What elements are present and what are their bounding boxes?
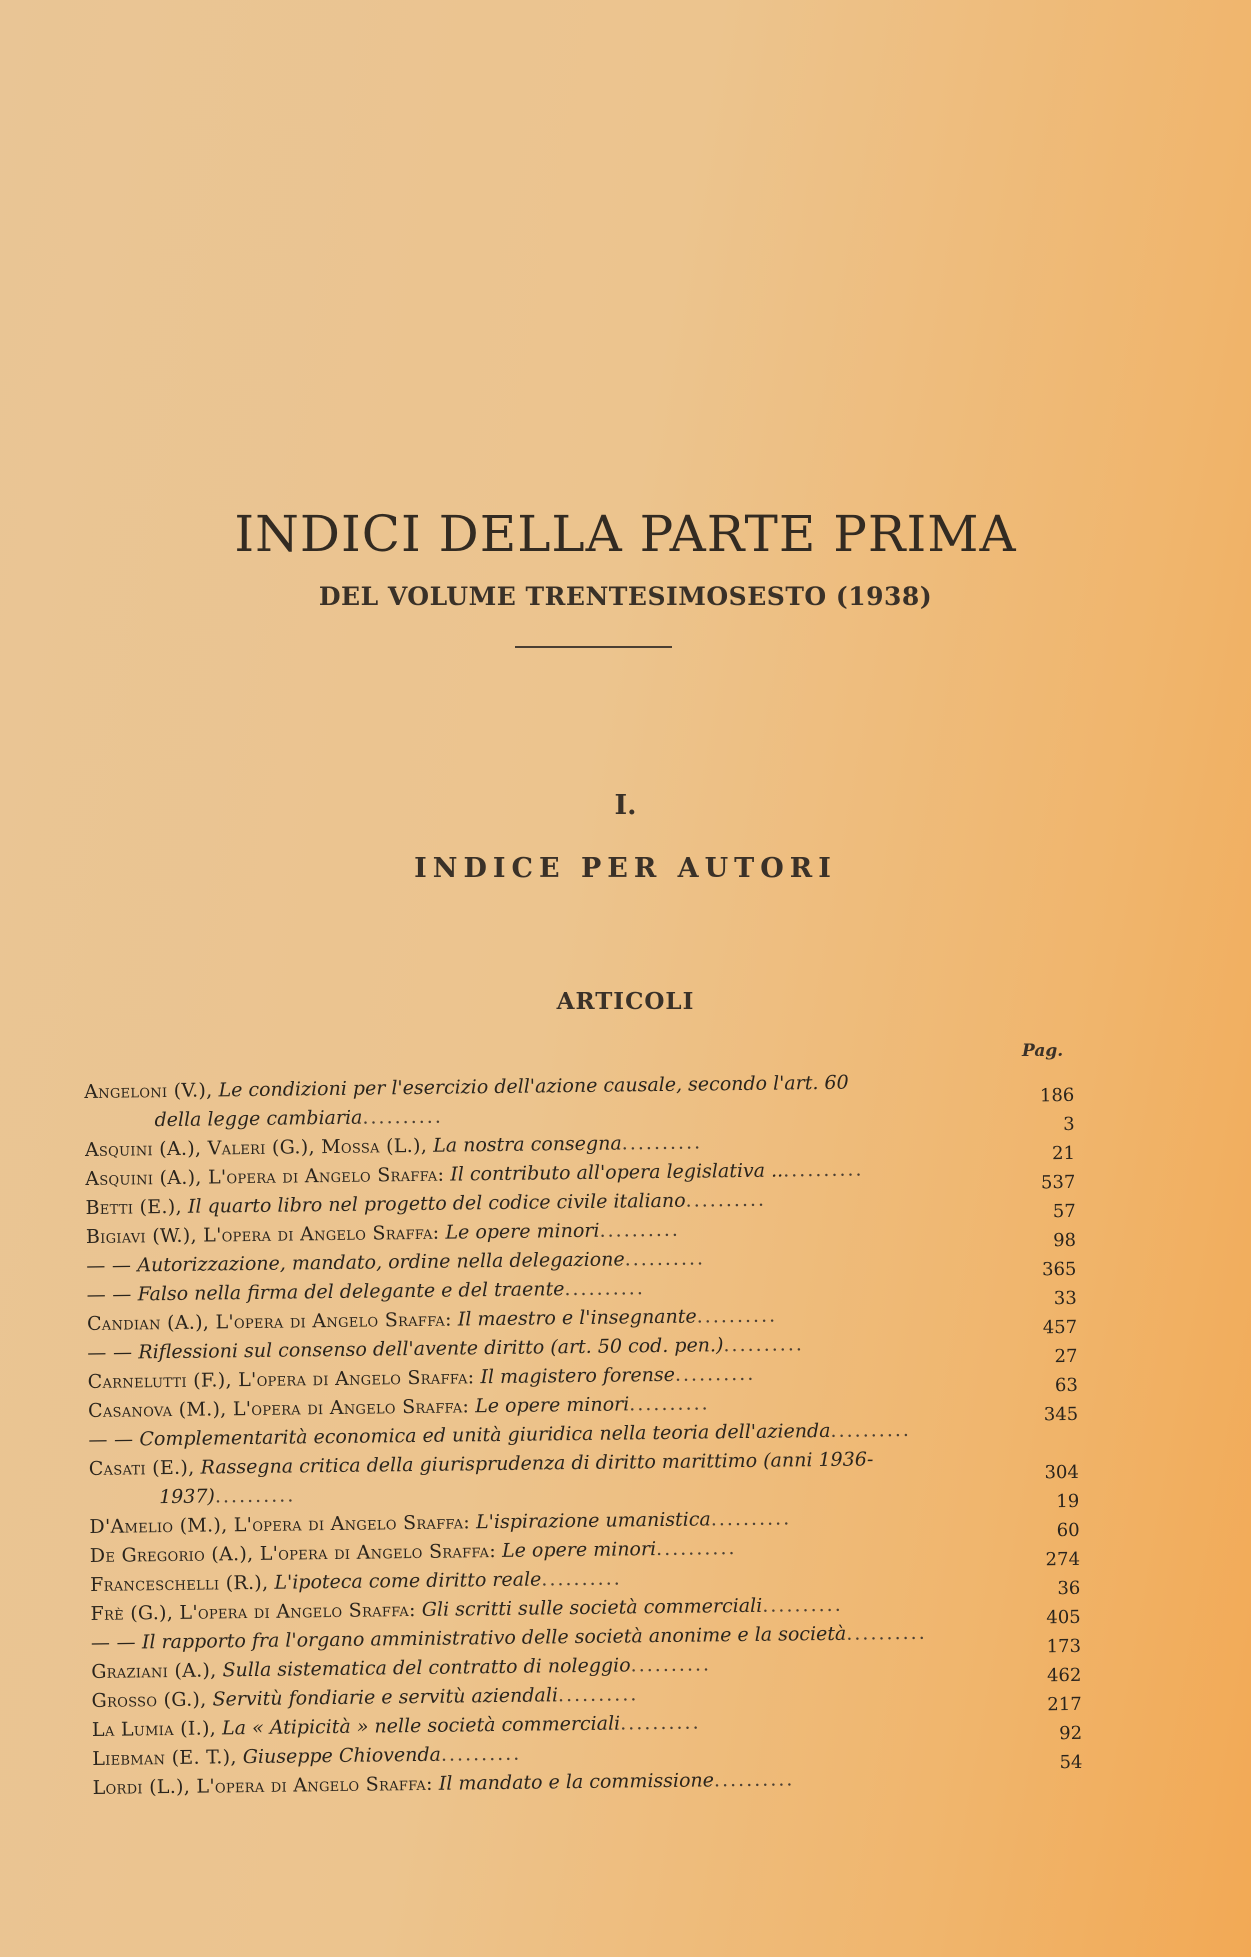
entry-text (92, 1741, 441, 1774)
entry-title: La nostra consegna (433, 1132, 622, 1157)
entry-title: L'ispirazione umanistica (475, 1508, 711, 1534)
entry-title: Sulla sistematica del contratto di noleggio (222, 1654, 631, 1682)
entry-author: Liebman (E. T.), (92, 1746, 237, 1770)
entry-author: Bigiavi (W.), L'opera di Angelo Sraffa: (85, 1221, 440, 1248)
leader-dots: .......... (655, 1537, 737, 1561)
entry-page-number: 98 (1053, 1229, 1077, 1252)
entry-page-number: 186 (1039, 1084, 1075, 1107)
entry-author: — — (86, 1254, 132, 1277)
entry-page-number: 173 (1046, 1635, 1082, 1658)
entry-author: Casanova (M.), L'opera di Angelo Sraffa: (87, 1395, 470, 1422)
leader-dots: .......... (723, 1333, 804, 1357)
entry-author: — — (88, 1428, 134, 1451)
leader-dots: .......... (710, 1507, 792, 1531)
entry-title: Rassegna critica della giurisprudenza di diritto marittimo (anni 1936- (200, 1448, 874, 1479)
leader-dots: .......... (630, 1653, 712, 1677)
entry-author: Asquini (A.), L'opera di Angelo Sraffa: (85, 1163, 445, 1190)
entry-page-number: 63 (1054, 1374, 1078, 1397)
leader-dots: .......... (541, 1567, 622, 1591)
entry-page-number: 365 (1041, 1258, 1077, 1281)
entry-page-number: 19 (1056, 1490, 1080, 1513)
entry-author: — — (87, 1341, 133, 1364)
leader-dots: .......... (620, 1711, 701, 1735)
entry-page-number: 33 (1053, 1287, 1077, 1310)
title-divider (515, 646, 672, 648)
entry-text (93, 1766, 715, 1803)
entry-author: Angeloni (V.), (84, 1079, 213, 1103)
leader-dots: .......... (362, 1105, 443, 1129)
entry-text (84, 1104, 362, 1136)
entry-author: Franceschelli (R.), (90, 1571, 269, 1596)
entry-page-number: 457 (1042, 1316, 1078, 1339)
entry-title: La « Atipicità » nelle società commerciali (221, 1712, 621, 1740)
entry-title: Le opere minori (445, 1219, 600, 1244)
section-title: INDICE PER AUTORI (414, 853, 837, 884)
entry-author: — — (90, 1631, 136, 1654)
entry-author: — — (86, 1283, 132, 1306)
leader-dots: .......... (624, 1247, 706, 1271)
entry-title: L'ipoteca come diritto reale (274, 1568, 542, 1594)
entry-author: La Lumia (I.), (91, 1717, 217, 1741)
entry-page-number: 21 (1051, 1142, 1076, 1165)
leader-dots: .......... (685, 1188, 767, 1212)
entry-title: Il rapporto fra l'organo amministrativo delle società anonime e la società (141, 1622, 847, 1654)
entry-title: Il maestro e l'insegnante (457, 1305, 697, 1331)
index-entries (84, 1066, 1083, 1803)
leader-dots: .......... (564, 1277, 645, 1301)
leader-dots: .......... (440, 1742, 522, 1766)
subsection-title: ARTICOLI (556, 988, 695, 1015)
entry-title: Il mandato e la commissione (438, 1769, 715, 1795)
leader-dots: .......... (696, 1304, 778, 1328)
entry-title: Le condizioni per l'esercizio dell'azione causale, secondo l'art. 60 (218, 1071, 849, 1102)
entry-page-number: 54 (1059, 1751, 1083, 1774)
entry-title: Il magistero forense (480, 1363, 676, 1389)
entry-title: Complementarità economica ed unità giuridica nella teoria dell'azienda (139, 1419, 831, 1451)
leader-dots: .......... (621, 1131, 703, 1155)
entry-title: Servitù fondiarie e servitù aziendali (212, 1684, 559, 1711)
entry-page-number: 3 (1063, 1113, 1075, 1136)
page-title: INDICI DELLA PARTE PRIMA (234, 505, 1017, 563)
entry-author: Carnelutti (F.), L'opera di Angelo Sraffa: (87, 1366, 475, 1393)
entry-text (89, 1482, 215, 1513)
entry-author: Grosso (G.), (91, 1688, 207, 1712)
entry-page-number: 345 (1043, 1403, 1079, 1426)
entry-author: Frè (G.), L'opera di Angelo Sraffa: (90, 1598, 416, 1625)
entry-page-number: 462 (1046, 1664, 1082, 1687)
entry-author: D'Amelio (M.), L'opera di Angelo Sraffa: (89, 1511, 471, 1538)
entry-author: Casati (E.), (88, 1456, 195, 1480)
leader-dots: .......... (214, 1484, 296, 1508)
entry-title: Il contributo all'opera legislativa .. (450, 1159, 784, 1186)
entry-page-number: 57 (1052, 1200, 1076, 1223)
entry-author: Graziani (A.), (91, 1659, 217, 1683)
entry-page-number: 36 (1057, 1577, 1081, 1600)
entry-title: Le opere minori (475, 1393, 630, 1418)
entry-page-number: 92 (1059, 1722, 1083, 1745)
page-column-label: Pag. (1022, 1041, 1064, 1061)
leader-dots: .......... (674, 1362, 756, 1386)
entry-author: Asquini (A.), Valeri (G.), Mossa (L.), (84, 1134, 428, 1161)
entry-title: della legge cambiaria (154, 1106, 363, 1132)
page-subtitle: DEL VOLUME TRENTESIMOSESTO (1938) (318, 582, 933, 611)
entry-author: De Gregorio (A.), L'opera di Angelo Sraffa: (89, 1540, 497, 1567)
entry-author: Betti (E.), (85, 1195, 183, 1219)
entry-author: Lordi (L.), L'opera di Angelo Sraffa: (92, 1772, 433, 1799)
entry-title: Giuseppe Chiovenda (242, 1743, 442, 1769)
leader-dots: .......... (599, 1218, 681, 1242)
entry-title: Autorizzazione, mandato, ordine nella delegazione (137, 1248, 625, 1277)
entry-title: Gli scritti sulle società commerciali (421, 1594, 763, 1621)
entry-title: Il quarto libro nel progetto del codice civile italiano (187, 1189, 686, 1218)
entry-page-number: 217 (1047, 1693, 1082, 1716)
leader-dots: .......... (713, 1768, 795, 1792)
entry-page-number: 27 (1054, 1345, 1078, 1368)
leader-dots: .......... (830, 1418, 912, 1442)
entry-title: Riflessioni sul consenso dell'avente diritto (art. 50 cod. pen.) (138, 1334, 724, 1364)
entry-page-number: 405 (1046, 1606, 1081, 1629)
leader-dots: .......... (762, 1593, 843, 1617)
entry-page-number: 60 (1056, 1519, 1080, 1542)
entry-page-number: 304 (1044, 1461, 1080, 1484)
entry-page-number: 274 (1045, 1548, 1081, 1571)
leader-dots: .......... (629, 1392, 710, 1416)
entry-author: Candian (A.), L'opera di Angelo Sraffa: (86, 1308, 452, 1335)
section-number: I. (614, 790, 637, 821)
entry-title: Le opere minori (501, 1538, 657, 1562)
entry-title: Falso nella firma del delegante e del traente (137, 1278, 565, 1306)
leader-dots: .......... (783, 1158, 864, 1182)
leader-dots: .......... (846, 1621, 927, 1645)
entry-title: 1937) (158, 1485, 216, 1509)
leader-dots: .......... (557, 1683, 639, 1707)
entry-page-number: 537 (1040, 1171, 1076, 1194)
